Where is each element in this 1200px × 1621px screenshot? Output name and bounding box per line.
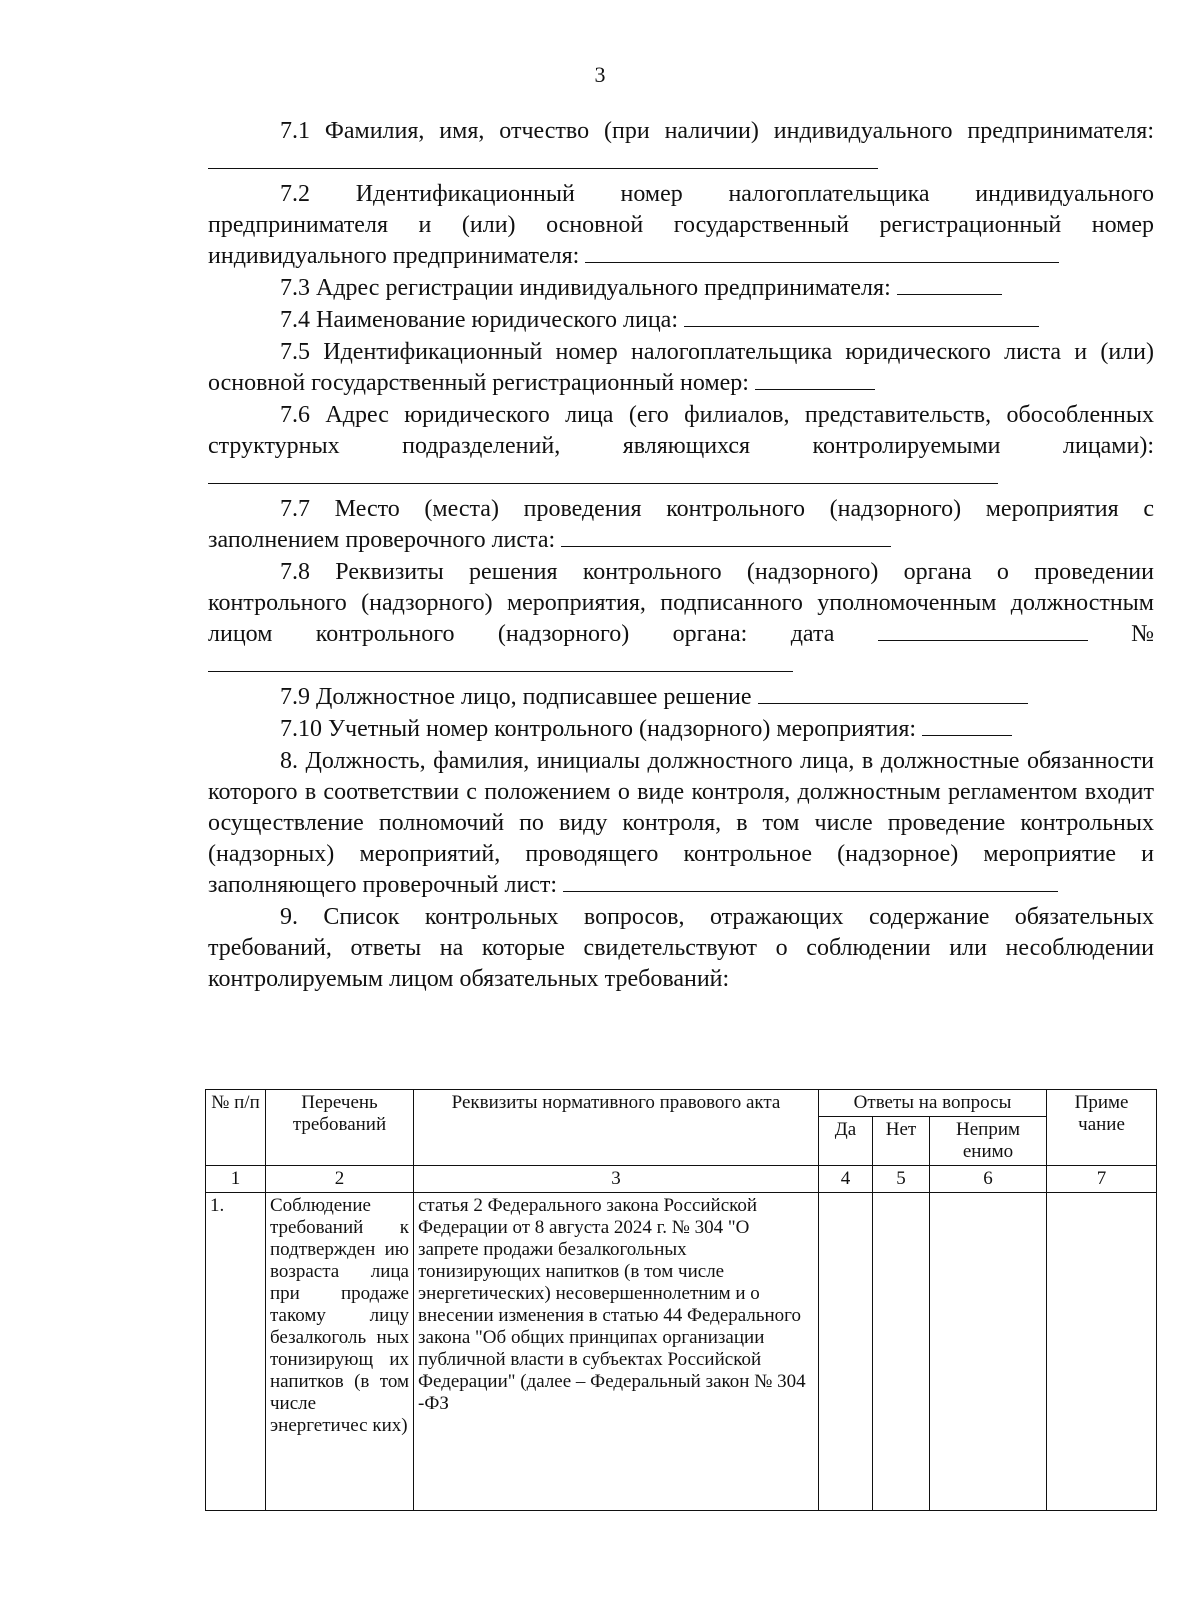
answer-yes-cell[interactable] xyxy=(819,1193,873,1511)
header-note: Приме чание xyxy=(1047,1090,1157,1166)
field-7-5-blank[interactable] xyxy=(755,369,875,390)
field-7-1-label: 7.1 Фамилия, имя, отчество (при наличии) индивидуального предпринимателя: xyxy=(280,118,1154,144)
field-7-7-blank[interactable] xyxy=(561,526,891,547)
column-number: 7 xyxy=(1047,1166,1157,1193)
column-number: 3 xyxy=(414,1166,819,1193)
field-7-10-label: 7.10 Учетный номер контрольного (надзорного) мероприятия: xyxy=(280,716,917,742)
item-9-text: 9. Список контрольных вопросов, отражающих содержание обязательных требований, ответы на которые свидетельствуют о соблюдении или несоблюдении контролируемым лицом обязательных требований: xyxy=(208,904,1154,992)
item-9 xyxy=(208,902,1154,995)
field-7-4-blank[interactable] xyxy=(684,306,1039,327)
row-num: 1. xyxy=(206,1193,266,1511)
checklist-table xyxy=(205,1089,1157,1511)
column-number: 6 xyxy=(930,1166,1047,1193)
header-act: Реквизиты нормативного правового акта xyxy=(414,1090,819,1166)
field-7-9 xyxy=(208,682,1154,713)
field-7-4-label: 7.4 Наименование юридического лица: xyxy=(280,307,678,333)
row-requirement: Соблюдение требований к подтвержден ию возраста лица при продаже такому лицу безалкоголь ных тонизирующ их напитков (в том числе энергетичес ких) xyxy=(266,1193,414,1511)
form-body xyxy=(208,116,1154,996)
header-yes: Да xyxy=(819,1117,873,1166)
note-cell[interactable] xyxy=(1047,1193,1157,1511)
field-7-8-date-blank[interactable] xyxy=(878,620,1088,641)
field-7-1-blank[interactable] xyxy=(208,148,878,169)
item-8-blank[interactable] xyxy=(563,871,1058,892)
column-number: 5 xyxy=(873,1166,930,1193)
header-answers: Ответы на вопросы xyxy=(819,1090,1047,1117)
field-7-1 xyxy=(208,116,1154,178)
field-7-3 xyxy=(208,273,1154,304)
field-7-8-number-label: № xyxy=(1131,621,1155,647)
field-7-9-blank[interactable] xyxy=(758,683,1028,704)
field-7-2-blank[interactable] xyxy=(585,242,1059,263)
field-7-6 xyxy=(208,400,1154,493)
field-7-3-label: 7.3 Адрес регистрации индивидуального предпринимателя: xyxy=(280,275,891,301)
row-act: статья 2 Федерального закона Российской Федерации от 8 августа 2024 г. № 304 "О запрете продажи безалкогольных тонизирующих напитков (в том числе энергетических) несовершеннолетним и о внесении изменения в статью 44 Федерального закона "Об общих принципах организации публичной власти в субъектах Российской Федерации" (далее – Федеральный закон № 304 -ФЗ xyxy=(414,1193,819,1511)
field-7-3-blank[interactable] xyxy=(897,274,1002,295)
field-7-8 xyxy=(208,557,1154,681)
table-row xyxy=(206,1193,1157,1511)
column-number: 4 xyxy=(819,1166,873,1193)
field-7-2 xyxy=(208,179,1154,272)
column-number: 2 xyxy=(266,1166,414,1193)
field-7-8-label: 7.8 Реквизиты решения контрольного (надзорного) органа о проведении контрольного (надзорного) мероприятия, подписанного уполномоченным должностным лицом контрольного (надзорного) органа: xyxy=(208,559,1154,647)
header-num: № п/п xyxy=(206,1090,266,1166)
page-number: 3 xyxy=(594,62,606,87)
header-na: Неприм енимо xyxy=(930,1117,1047,1166)
field-7-9-label: 7.9 Должностное лицо, подписавшее решение xyxy=(280,684,752,710)
field-7-7-label: 7.7 Место (места) проведения контрольного (надзорного) мероприятия с заполнением проверочного листа: xyxy=(208,496,1154,553)
field-7-10-blank[interactable] xyxy=(922,715,1012,736)
column-number: 1 xyxy=(206,1166,266,1193)
field-7-2-label: 7.2 Идентификационный номер налогоплательщика индивидуального предпринимателя и (или) основной государственный регистрационный номер индивидуального предпринимателя: xyxy=(208,181,1154,269)
answer-na-cell[interactable] xyxy=(930,1193,1047,1511)
field-7-8-number-blank[interactable] xyxy=(208,651,793,672)
field-7-5-label: 7.5 Идентификационный номер налогоплательщика юридического листа и (или) основной государственный регистрационный номер: xyxy=(208,339,1154,396)
field-7-6-label: 7.6 Адрес юридического лица (его филиалов, представительств, обособленных структурных подразделений, являющихся контролируемыми лицами): xyxy=(208,402,1154,459)
header-row xyxy=(206,1090,1157,1117)
field-7-7 xyxy=(208,494,1154,556)
item-8 xyxy=(208,746,1154,901)
field-7-5 xyxy=(208,337,1154,399)
column-number-row xyxy=(206,1166,1157,1193)
field-7-10 xyxy=(208,714,1154,745)
field-7-8-date-label: дата xyxy=(790,621,835,647)
header-no: Нет xyxy=(873,1117,930,1166)
field-7-6-blank[interactable] xyxy=(208,463,998,484)
answer-no-cell[interactable] xyxy=(873,1193,930,1511)
item-8-text: 8. Должность, фамилия, инициалы должностного лица, в должностные обязанности которого в соответствии с положением о виде контроля, должностным регламентом входит осуществление полномочий по виду контроля, в том числе проведение контрольных (надзорных) мероприятий, проводящего контрольное (надзорное) мероприятие и заполняющего проверочный лист: xyxy=(208,748,1154,898)
field-7-4 xyxy=(208,305,1154,336)
header-requirements: Перечень требований xyxy=(266,1090,414,1166)
